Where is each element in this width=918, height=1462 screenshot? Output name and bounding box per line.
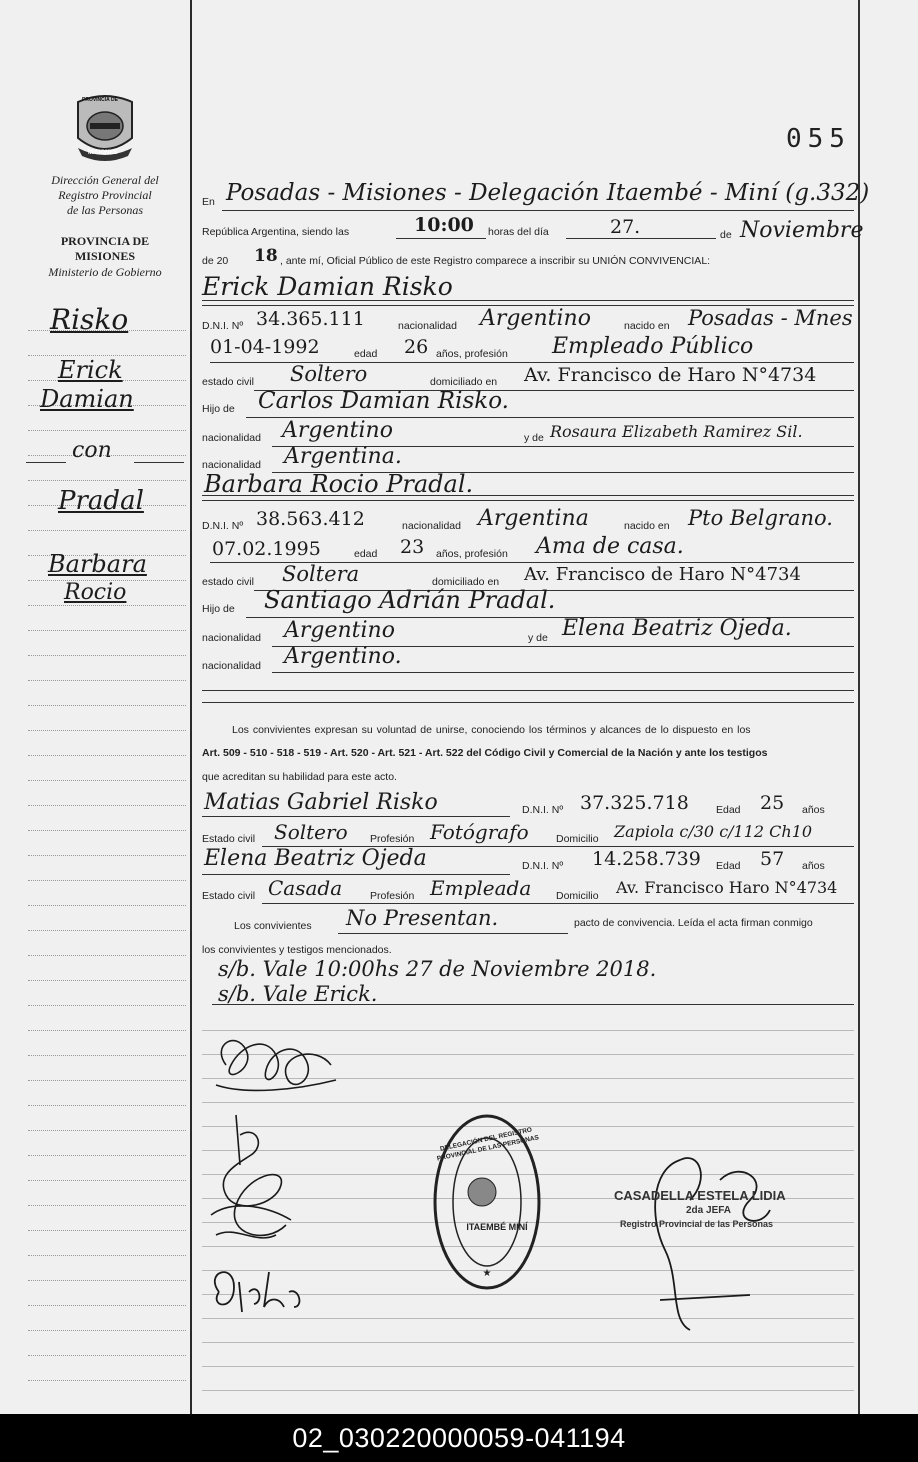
p2-mother-nationality: Argentino. xyxy=(284,644,402,669)
p1-profession: Empleado Público xyxy=(552,334,754,359)
note-line-rule xyxy=(212,1004,854,1005)
republic-label: República Argentina, siendo las xyxy=(202,226,350,238)
margin-dotted-line xyxy=(28,530,186,531)
w2-profession-label: Profesión xyxy=(370,890,415,902)
margin-connector: con xyxy=(72,438,112,463)
en-label: En xyxy=(202,196,215,208)
margin-dotted-line xyxy=(28,1080,186,1081)
pact-rest: pacto de convivencia. Leída el acta firman conmigo xyxy=(574,917,813,929)
note-line-1: s/b. Vale 10:00hs 27 de Noviembre 2018. xyxy=(218,957,657,981)
time-line xyxy=(396,238,486,239)
margin-dotted-line xyxy=(28,780,186,781)
day-line xyxy=(566,238,716,239)
margin-surname-1: Risko xyxy=(50,303,129,336)
appears-text: , ante mí, Oficial Público de este Registro comparece a inscribir su UNIÓN CONVIVENCIAL: xyxy=(280,255,711,267)
province-line-1: PROVINCIA DE xyxy=(60,234,150,248)
p1-born-label: nacido en xyxy=(624,320,670,332)
signature-official xyxy=(630,1140,780,1340)
p2-domicile-label: domiciliado en xyxy=(432,576,500,588)
p2-years-label: años, profesión xyxy=(436,548,508,560)
margin-given-2: Barbara xyxy=(48,550,147,578)
registration-place: Posadas - Misiones - Delegación Itaembé - Miní (g.332) xyxy=(226,180,870,206)
page-right-edge xyxy=(858,0,860,1414)
margin-dotted-line xyxy=(28,905,186,906)
signature-witness2 xyxy=(204,1262,314,1317)
p2-mother-nat-label: nacionalidad xyxy=(202,660,261,672)
note-line-2: s/b. Vale Erick. xyxy=(218,982,378,1006)
page-number: 055 xyxy=(786,124,851,154)
w1-civil-label: Estado civil xyxy=(202,833,256,845)
margin-dotted-line xyxy=(28,730,186,731)
p1-mother-nationality: Argentina. xyxy=(284,444,402,469)
ruled-line xyxy=(202,1342,854,1343)
margin-dotted-line xyxy=(28,1205,186,1206)
margin-dotted-line xyxy=(28,1305,186,1306)
margin-given-1b: Damian xyxy=(40,385,134,413)
p2-mother-nat-line xyxy=(272,672,854,673)
margin-dotted-line xyxy=(28,855,186,856)
ruled-line xyxy=(202,1366,854,1367)
w1-age: 25 xyxy=(760,792,785,814)
partner1-name-line xyxy=(202,300,854,301)
registration-time: 10:00 xyxy=(414,214,474,236)
p2-birth-date: 07.02.1995 xyxy=(212,538,321,560)
margin-dotted-line xyxy=(28,755,186,756)
ministry-label: Ministerio de Gobierno xyxy=(48,265,162,279)
p1-child-of-label: Hijo de xyxy=(202,403,235,415)
agency-line-3: de las Personas xyxy=(67,203,143,217)
w2-age-label: Edad xyxy=(716,860,741,872)
margin-dotted-line xyxy=(28,1280,186,1281)
partner2-name-line-2 xyxy=(202,500,854,501)
legal-text-1: Los convivientes expresan su voluntad de unirse, conociendo los términos y alcances de lo dispuesto en los xyxy=(232,724,751,736)
p2-nationality-label: nacionalidad xyxy=(402,520,461,532)
registration-year: 18 xyxy=(254,246,278,266)
p1-years-label: años, profesión xyxy=(436,348,508,360)
p1-dni: 34.365.111 xyxy=(256,308,365,330)
w1-domicile-label: Domicilio xyxy=(556,833,599,845)
seal-bottom-text: MISIONES xyxy=(88,150,118,156)
ruled-line xyxy=(202,1102,854,1103)
seal-top-text: PROVINCIA DE xyxy=(82,97,118,103)
p2-domicile: Av. Francisco de Haro N°4734 xyxy=(524,564,801,585)
w1-civil-status: Soltero xyxy=(274,820,348,844)
place-line xyxy=(222,210,854,211)
p1-mother-nat-label: nacionalidad xyxy=(202,459,261,471)
margin-given-2b: Rocio xyxy=(64,580,127,605)
p1-mother: Rosaura Elizabeth Ramirez Sil. xyxy=(550,422,803,441)
p2-age-label: edad xyxy=(354,548,378,560)
de-label: de xyxy=(720,229,732,241)
official-office: Registro Provincial de las Personas xyxy=(620,1219,774,1229)
p2-child-of-label: Hijo de xyxy=(202,603,235,615)
margin-dotted-line xyxy=(28,1355,186,1356)
hours-label: horas del día xyxy=(488,226,549,238)
p1-age-label: edad xyxy=(354,348,378,360)
margin-dotted-line xyxy=(28,1255,186,1256)
margin-dotted-line xyxy=(28,805,186,806)
w1-age-label: Edad xyxy=(716,804,741,816)
svg-text:★: ★ xyxy=(482,1268,492,1279)
p1-civil-status: Soltero xyxy=(290,362,368,386)
w2-civil-label: Estado civil xyxy=(202,890,256,902)
margin-dotted-line xyxy=(28,880,186,881)
margin-dotted-line xyxy=(28,1105,186,1106)
p1-dni-label: D.N.I. Nº xyxy=(202,320,244,332)
province-line-2: MISIONES xyxy=(74,249,136,263)
w2-domicile-label: Domicilio xyxy=(556,890,599,902)
margin-dotted-line xyxy=(28,955,186,956)
pact-line xyxy=(338,933,568,934)
margin-dotted-line xyxy=(28,705,186,706)
w2-name-line xyxy=(202,874,510,875)
p2-and-label: y de xyxy=(528,632,548,644)
p2-father-nat-label: nacionalidad xyxy=(202,632,261,644)
p2-born-place: Pto Belgrano. xyxy=(688,506,833,530)
margin-dotted-line xyxy=(28,1380,186,1381)
ruled-line xyxy=(202,1390,854,1391)
margin-given-1: Erick xyxy=(58,356,123,384)
margin-dotted-line xyxy=(28,1055,186,1056)
w2-dni: 14.258.739 xyxy=(592,848,701,870)
official-name: CASADELLA ESTELA LIDIA xyxy=(614,1188,786,1203)
p1-nationality: Argentino xyxy=(480,306,591,331)
margin-dotted-line xyxy=(28,655,186,656)
legal-text-2: Art. 509 - 510 - 518 - 519 - Art. 520 - Art. 521 - Art. 522 del Código Civil y Comercial de la Nación y ante los testigos xyxy=(202,747,768,759)
w2-dni-label: D.N.I. Nº xyxy=(522,860,564,872)
p1-father-nationality: Argentino xyxy=(282,418,393,443)
p1-domicile-label: domiciliado en xyxy=(430,376,498,388)
margin-dotted-line xyxy=(28,630,186,631)
p1-age: 26 xyxy=(404,336,429,358)
margin-dotted-line xyxy=(28,1155,186,1156)
partner2-name-line xyxy=(202,495,854,496)
stamp-center-text: ITAEMBÉ MINÍ xyxy=(466,1222,528,1232)
document-code-footer xyxy=(0,1414,918,1462)
pact-line-2: los convivientes y testigos mencionados. xyxy=(202,944,392,956)
p2-dni: 38.563.412 xyxy=(256,508,365,530)
document-code: 02_030220000059-041194 xyxy=(292,1422,626,1453)
p1-domicile: Av. Francisco de Haro N°4734 xyxy=(524,364,817,386)
margin-dotted-line xyxy=(28,930,186,931)
w1-profession: Fotógrafo xyxy=(430,820,529,844)
p2-born-label: nacido en xyxy=(624,520,670,532)
w2-age: 57 xyxy=(760,848,785,870)
registration-month: Noviembre xyxy=(740,218,864,243)
w2-domicile: Av. Francisco Haro N°4734 xyxy=(616,878,838,897)
margin-surname-2: Pradal xyxy=(58,486,144,516)
margin-dotted-line xyxy=(28,830,186,831)
p2-civil-label: estado civil xyxy=(202,576,254,588)
partner1-full-name: Erick Damian Risko xyxy=(202,272,453,301)
w1-domicile: Zapiola c/30 c/112 Ch10 xyxy=(614,822,813,841)
margin-dotted-line xyxy=(28,1230,186,1231)
margin-dotted-line xyxy=(28,980,186,981)
p1-father-nat-label: nacionalidad xyxy=(202,432,261,444)
margin-dotted-line xyxy=(28,1005,186,1006)
w1-name-line xyxy=(202,816,510,817)
witness2-name: Elena Beatriz Ojeda xyxy=(204,846,427,871)
partner2-full-name: Barbara Rocio Pradal. xyxy=(204,470,474,498)
margin-dotted-line xyxy=(28,1330,186,1331)
margin-dotted-line xyxy=(28,1030,186,1031)
p2-dni-label: D.N.I. Nº xyxy=(202,520,244,532)
margin-dotted-line xyxy=(28,480,186,481)
official-role: 2da JEFA xyxy=(686,1205,732,1216)
p2-father: Santiago Adrián Pradal. xyxy=(264,586,556,614)
agency-line-2: Registro Provincial xyxy=(58,188,152,202)
registration-day: 27. xyxy=(610,216,641,238)
w2-civil-status: Casada xyxy=(268,876,343,900)
p1-born-place: Posadas - Mnes xyxy=(688,306,853,330)
pact-label: Los convivientes xyxy=(234,920,312,932)
w1-dni: 37.325.718 xyxy=(580,792,689,814)
connector-line-left xyxy=(26,462,66,463)
p2-father-nationality: Argentino xyxy=(284,618,395,643)
legal-text-3: que acreditan su habilidad para este acto. xyxy=(202,771,397,783)
closing-line-2 xyxy=(202,702,854,703)
margin-rule xyxy=(190,0,192,1414)
p1-father: Carlos Damian Risko. xyxy=(258,388,509,414)
closing-line-1 xyxy=(202,690,854,691)
w2-civil-line xyxy=(262,903,854,904)
pact-value: No Presentan. xyxy=(346,906,499,930)
margin-dotted-line xyxy=(28,605,186,606)
w1-years-label: años xyxy=(802,804,825,816)
p1-civil-label: estado civil xyxy=(202,376,254,388)
w1-profession-label: Profesión xyxy=(370,833,415,845)
p1-birth-date: 01-04-1992 xyxy=(210,336,320,358)
witness1-name: Matias Gabriel Risko xyxy=(204,790,438,815)
p2-profession: Ama de casa. xyxy=(536,534,684,559)
p2-age: 23 xyxy=(400,536,425,558)
margin-dotted-line xyxy=(28,1130,186,1131)
p1-nationality-label: nacionalidad xyxy=(398,320,457,332)
signature-partner2 xyxy=(196,1105,306,1255)
margin-dotted-line xyxy=(28,680,186,681)
p2-civil-status: Soltera xyxy=(282,562,360,586)
p2-mother: Elena Beatriz Ojeda. xyxy=(562,616,792,641)
stamp-ring-text: DELEGACIÓN DEL REGISTRO PROVINCIAL DE LAS PERSONAS xyxy=(436,1126,540,1163)
p2-nationality: Argentina xyxy=(478,506,589,531)
margin-dotted-line xyxy=(28,430,186,431)
agency-line-1: Dirección General del xyxy=(51,173,159,187)
margin-dotted-line xyxy=(28,1180,186,1181)
year-prefix: de 20 xyxy=(202,255,229,267)
p1-and-label: y de xyxy=(524,432,544,444)
w2-profession: Empleada xyxy=(430,876,532,900)
connector-line-right xyxy=(134,462,184,463)
signature-partner1 xyxy=(206,1025,346,1100)
w1-dni-label: D.N.I. Nº xyxy=(522,804,564,816)
w2-years-label: años xyxy=(802,860,825,872)
